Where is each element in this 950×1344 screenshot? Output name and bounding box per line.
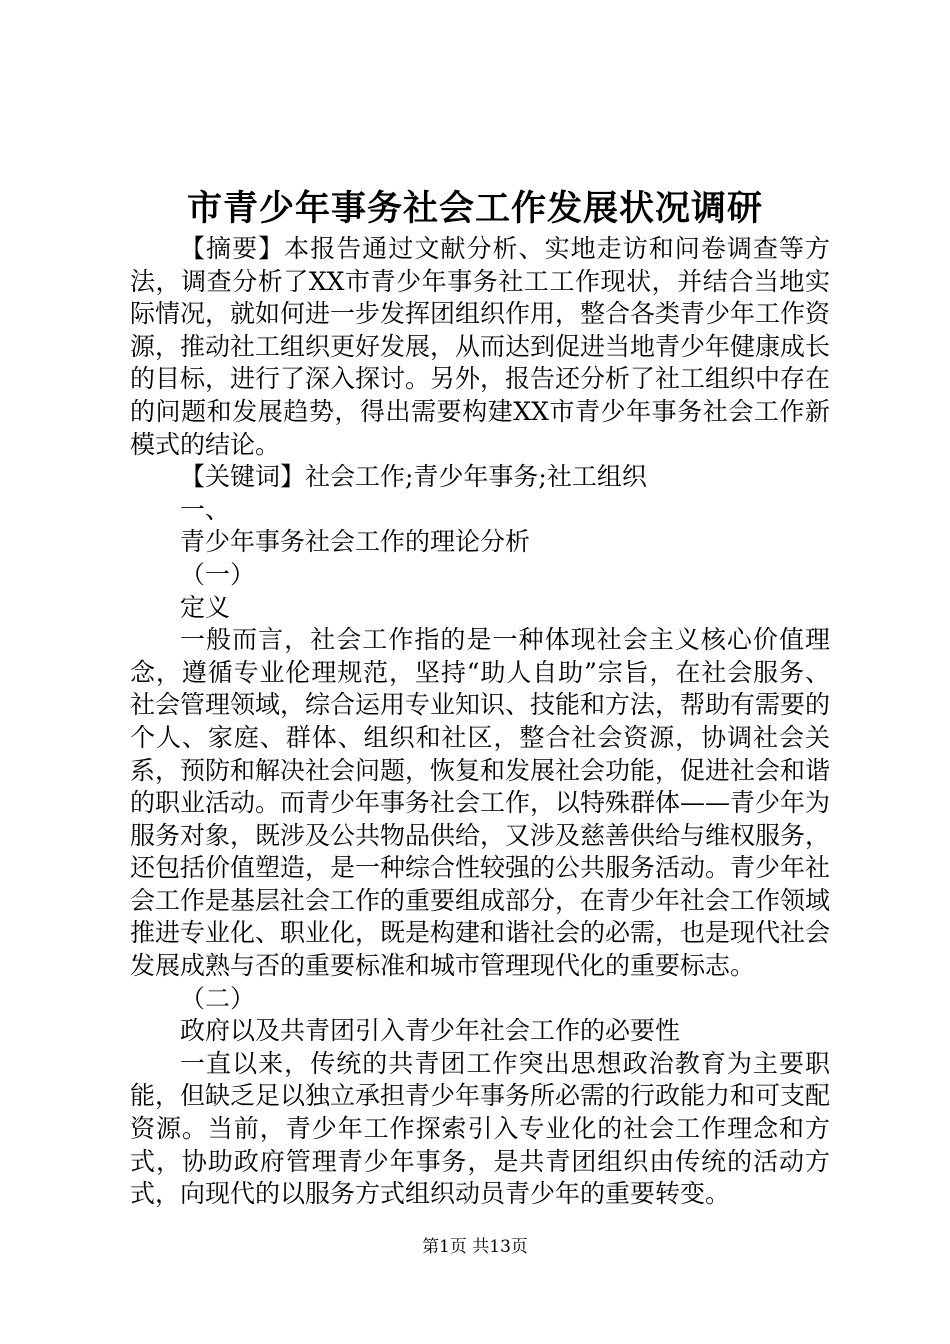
subsection-1-number: （一） — [180, 559, 256, 589]
abstract-paragraph: 【摘要】本报告通过文献分析、实地走访和问卷调查等方法，调查分析了XX市青少年事务社工工作现状，并结合当地实际情况，就如何进一步发挥团组织作用，整合各类青少年工作资源，推动社工组织更好发展，从而达到促进当地青少年健康成长的目标，进行了深入探讨。另外，报告还分析了社工组织中存在的问题和发展趋势，得出需要构建XX市青少年事务社会工作新模式的结论。 — [130, 234, 831, 459]
page-footer: 第1页 共13页 — [422, 1237, 528, 1257]
section-1-number: 一、 — [180, 494, 231, 524]
keywords-line: 【关键词】社会工作;青少年事务;社工组织 — [180, 462, 647, 492]
definition-paragraph: 一般而言，社会工作指的是一种体现社会主义核心价值理念，遵循专业伦理规范，坚持“助人自助”宗旨，在社会服务、社会管理领域，综合运用专业知识、技能和方法，帮助有需要的个人、家庭、群体、组织和社区，整合社会资源，协调社会关系，预防和解决社会问题，恢复和发展社会功能，促进社会和谐的职业活动。而青少年事务社会工作，以特殊群体——青少年为服务对象，既涉及公共物品供给，又涉及慈善供给与维权服务，还包括价值塑造，是一种综合性较强的公共服务活动。青少年社会工作是基层社会工作的重要组成部分，在青少年社会工作领域推进专业化、职业化，既是构建和谐社会的必需，也是现代社会发展成熟与否的重要标准和城市管理现代化的重要标志。 — [130, 625, 831, 981]
document-title: 市青少年事务社会工作发展状况调研 — [186, 188, 763, 229]
section-1-heading: 青少年事务社会工作的理论分析 — [180, 527, 531, 557]
subsection-2-heading: 政府以及共青团引入青少年社会工作的必要性 — [180, 1016, 681, 1046]
subsection-1-heading: 定义 — [180, 592, 231, 622]
necessity-paragraph: 一直以来，传统的共青团工作突出思想政治教育为主要职能，但缺乏足以独立承担青少年事务所必需的行政能力和可支配资源。当前，青少年工作探索引入专业化的社会工作理念和方式，协助政府管理青少年事务，是共青团组织由传统的活动方式，向现代的以服务方式组织动员青少年的重要转变。 — [130, 1048, 831, 1209]
document-body — [130, 233, 830, 1211]
subsection-2-number: （二） — [180, 983, 256, 1013]
